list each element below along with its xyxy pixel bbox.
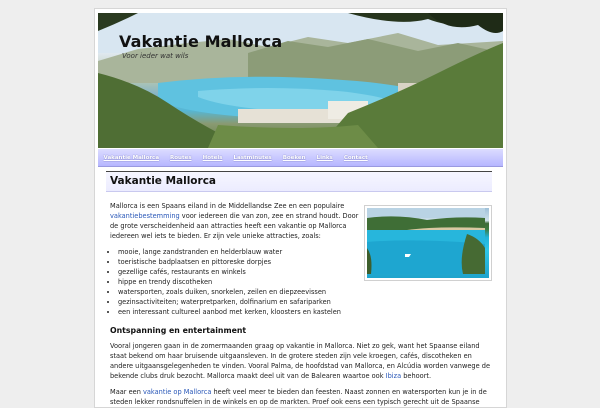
list-item: • hippe en trendy discotheken — [118, 277, 368, 287]
page-container — [94, 8, 507, 408]
nav-item-routes[interactable]: Routes — [170, 154, 192, 161]
list-item: • een interessant cultureel aanbod met kerken, kloosters en kastelen — [118, 307, 368, 317]
nav-item-contact[interactable]: Contact — [343, 154, 368, 161]
beach-photo — [364, 205, 492, 281]
attractions-list — [110, 247, 368, 317]
intro-paragraph — [110, 201, 360, 241]
site-title[interactable]: Vakantie Mallorca — [119, 32, 283, 51]
page-title-bar — [106, 171, 492, 192]
nav-item-boeken[interactable]: Boeken — [282, 154, 306, 161]
nav-item-vakantie-mallorca[interactable]: Vakantie Mallorca — [103, 154, 160, 161]
nav-item-hotels[interactable]: Hotels — [202, 154, 223, 161]
page-title: Vakantie Mallorca — [110, 175, 217, 187]
para3-text-end: heeft veel meer te bieden dan feesten. Naast zonnen en watersporten kun je in de steden lekker rondsnuffelen in de winkels en op de markten. Proef ook eens een typisch gerecht uit de Spaanse — [110, 388, 487, 406]
site-description: Voor ieder wat wils — [122, 52, 189, 60]
list-item: • gezellige cafés, restaurants en winkels — [118, 267, 368, 277]
nav-item-lastminutes[interactable]: Lastminutes — [233, 154, 272, 161]
list-item: • mooie, lange zandstranden en helderblauw water — [118, 247, 368, 257]
section-heading: Ontspanning en entertainment — [110, 326, 247, 335]
header-banner — [98, 13, 503, 148]
vakantie-op-mallorca-link[interactable]: vakantie op Mallorca — [142, 388, 212, 396]
vakantiebestemming-link[interactable]: vakantiebestemming — [110, 212, 180, 220]
list-item: • toeristische badplaatsen en pittoreske dorpjes — [118, 257, 368, 267]
para2-text-end: behoort. — [401, 372, 432, 380]
intro-text-end: voor iedereen die van zon, zee en strand houdt. Door de grote verscheidenheid aan attracties heeft een vakantie op Mallorca iedereen wel iets te bieden. Er zijn vele unieke attracties, zoals: — [110, 212, 359, 240]
main-nav — [98, 149, 503, 167]
para2-text-start: Vooral jongeren gaan in de zomermaanden graag op vakantie in Mallorca. Niet zo gek, want het Spaanse eiland staat bekend om haar bruisende uitgaansleven. In de grotere steden zijn vele kroegen, cafés, discotheken en andere uitgaansgelegenheden te vinden. Vooral Palma, de hoofdstad van Mallorca, en Alcúdia worden vanwege de bekende clubs druk bezocht. Mallorca maakt deel uit van de Balearen waartoe ook — [110, 342, 491, 380]
ibiza-link[interactable]: Ibiza — [385, 372, 402, 380]
intro-text-start: Mallorca is een Spaans eiland in de Middellandse Zee en een populaire — [110, 202, 345, 210]
more-paragraph — [110, 387, 496, 407]
list-item: • watersporten, zoals duiken, snorkelen, zeilen en diepzeevissen — [118, 287, 368, 297]
entertainment-paragraph — [110, 341, 496, 381]
list-item: • gezinsactiviteiten; waterpretparken, dolfinarium en safariparken — [118, 297, 368, 307]
para3-text-start: Maar een — [110, 388, 143, 396]
nav-item-links[interactable]: Links — [316, 154, 333, 161]
